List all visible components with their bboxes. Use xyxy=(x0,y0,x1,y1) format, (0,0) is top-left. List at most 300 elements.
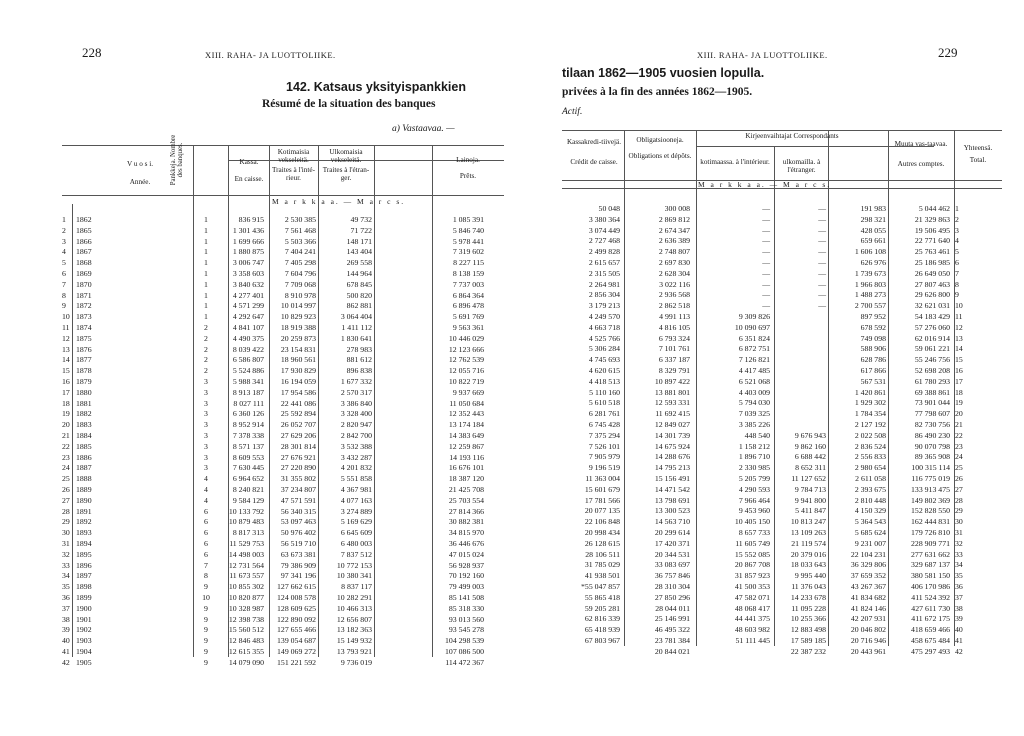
year-cell: 1886 xyxy=(76,452,92,462)
bonds-cell: 6 337 187 xyxy=(658,355,690,365)
corr-domestic-cell: 9 309 826 xyxy=(738,312,770,321)
row-number: 14 xyxy=(955,344,963,354)
row-number: 2 xyxy=(62,225,66,235)
total-cell: 21 329 863 xyxy=(914,214,950,224)
cash-credit-cell: 59 205 281 xyxy=(584,603,620,613)
banks-cell: 1 xyxy=(204,312,208,322)
table-row xyxy=(62,419,504,430)
banks-cell: 9 xyxy=(204,647,208,656)
other-accounts-cell: 2 836 524 xyxy=(854,441,886,451)
cash-credit-cell: 17 781 566 xyxy=(584,495,620,505)
foreign-bills-cell: 49 732 xyxy=(350,215,372,224)
table-row xyxy=(562,581,1012,592)
row-number: 10 xyxy=(62,312,70,322)
foreign-bills-cell: 10 466 313 xyxy=(336,603,372,613)
row-number: 27 xyxy=(955,484,963,494)
row-number: 37 xyxy=(62,603,70,613)
bonds-cell: 14 288 676 xyxy=(654,452,690,462)
loans-cell: 36 446 676 xyxy=(448,539,484,548)
corr-foreign-cell: 9 676 943 xyxy=(794,430,826,440)
corr-foreign-cell: 20 379 016 xyxy=(790,549,826,559)
bonds-cell: 28 044 011 xyxy=(655,603,690,613)
header-other-fr: Autres comptes. xyxy=(897,160,945,168)
year-cell: 1870 xyxy=(76,279,92,289)
other-accounts-cell: 428 055 xyxy=(860,225,886,235)
domestic-bills-cell: 79 386 909 xyxy=(280,560,316,570)
row-number: 20 xyxy=(955,409,963,419)
loans-cell: 21 425 708 xyxy=(448,485,484,494)
header-domestic-bills: Kotimaisia vekseleitä. xyxy=(277,148,310,164)
foreign-bills-cell: 71 722 xyxy=(350,225,372,235)
table-row xyxy=(562,225,1012,236)
foreign-bills-cell: 148 171 xyxy=(346,236,372,246)
other-accounts-cell: 1 966 803 xyxy=(854,279,886,289)
domestic-bills-cell: 127 655 466 xyxy=(277,625,316,635)
table-row xyxy=(562,430,1012,441)
other-accounts-cell: 617 866 xyxy=(860,366,886,375)
table-row xyxy=(62,376,504,387)
row-number: 39 xyxy=(955,614,963,624)
row-number: 21 xyxy=(955,420,963,429)
cash-cell: 10 133 792 xyxy=(228,506,264,516)
table-row xyxy=(62,484,504,495)
banks-cell: 2 xyxy=(204,323,208,332)
other-accounts-cell: 749 098 xyxy=(860,333,886,343)
foreign-bills-cell: 5 551 858 xyxy=(340,474,372,484)
domestic-bills-cell: 17 930 829 xyxy=(280,366,316,376)
domestic-bills-cell: 27 676 921 xyxy=(280,452,316,462)
bonds-cell: 300 008 xyxy=(664,204,690,213)
domestic-bills-cell: 2 530 385 xyxy=(284,215,316,224)
row-number: 26 xyxy=(62,485,70,494)
cash-cell: 14 079 090 xyxy=(228,657,264,667)
year-cell: 1894 xyxy=(76,539,92,548)
domestic-bills-cell: 127 662 615 xyxy=(277,582,316,592)
corr-domestic-cell: 3 385 226 xyxy=(738,420,770,429)
other-accounts-cell: 2 810 448 xyxy=(854,495,886,505)
bonds-cell: 12 593 331 xyxy=(654,398,690,408)
corr-foreign-cell: 9 862 160 xyxy=(794,441,826,451)
total-cell: 228 909 771 xyxy=(911,538,950,548)
corr-domestic-cell: 31 857 923 xyxy=(734,571,770,581)
bonds-cell: 11 692 415 xyxy=(655,409,690,419)
cash-credit-cell: 2 856 304 xyxy=(588,290,620,300)
row-number: 9 xyxy=(955,290,959,300)
cash-credit-cell: 5 610 518 xyxy=(588,398,620,408)
row-number: 28 xyxy=(955,495,963,505)
table-row xyxy=(562,300,1012,311)
table-row xyxy=(562,603,1012,614)
row-number: 6 xyxy=(955,258,959,267)
other-accounts-cell: 20 046 802 xyxy=(850,625,886,635)
header-loans: Lainoja. xyxy=(456,156,480,164)
table-row xyxy=(62,657,504,668)
total-cell: 27 807 463 xyxy=(914,279,950,289)
cash-credit-cell: 67 803 967 xyxy=(584,636,620,645)
table-row xyxy=(62,624,504,635)
loans-cell: 79 499 003 xyxy=(448,582,484,592)
cash-credit-cell: 4 525 766 xyxy=(588,333,620,343)
foreign-bills-cell: 2 570 317 xyxy=(340,387,372,397)
total-cell: 25 186 985 xyxy=(914,258,950,267)
cash-cell: 11 673 557 xyxy=(229,571,264,581)
other-accounts-cell: 1 739 673 xyxy=(854,268,886,278)
loans-cell: 9 937 669 xyxy=(452,387,484,397)
header-year-fr: Année. xyxy=(129,178,151,186)
cash-credit-cell: 5 110 160 xyxy=(589,387,620,397)
other-accounts-cell: 5 685 624 xyxy=(854,528,886,537)
cash-cell: 8 039 422 xyxy=(232,344,264,354)
table-row xyxy=(62,398,504,409)
row-number: 23 xyxy=(955,441,963,451)
corr-domestic-cell: 5 205 799 xyxy=(738,474,770,483)
total-cell: 89 365 908 xyxy=(914,452,950,462)
corr-foreign-cell: 10 813 247 xyxy=(790,517,826,527)
corr-domestic-cell: — xyxy=(762,204,770,213)
cash-credit-cell: 2 264 981 xyxy=(588,279,620,289)
corr-domestic-cell: — xyxy=(762,268,770,278)
header-bonds-fr: Obligations et dépôts. xyxy=(628,152,692,160)
banks-cell: 1 xyxy=(204,215,208,224)
year-cell: 1869 xyxy=(76,269,92,278)
bonds-cell: 10 897 422 xyxy=(654,376,690,386)
foreign-bills-cell: 8 837 117 xyxy=(341,582,372,592)
cash-credit-cell: 7 905 979 xyxy=(588,452,620,462)
bonds-cell: 13 881 801 xyxy=(654,387,690,397)
cash-credit-cell: 15 601 679 xyxy=(584,484,620,494)
header-foreign-bills: Ulkomaisia vekseleitä. xyxy=(329,148,363,164)
table-row xyxy=(562,505,1012,516)
loans-cell: 11 050 684 xyxy=(449,398,484,408)
corr-foreign-cell: 22 387 232 xyxy=(790,646,826,656)
header-domestic-bills-fr: Traites à l'inté-rieur. xyxy=(272,166,315,182)
year-cell: 1865 xyxy=(76,225,92,235)
foreign-bills-cell: 5 169 629 xyxy=(340,517,372,527)
table-row xyxy=(62,365,504,376)
table-row xyxy=(62,387,504,398)
other-accounts-cell: 36 329 806 xyxy=(850,560,886,570)
cash-credit-cell: 26 128 615 xyxy=(584,538,620,548)
total-cell: 54 183 429 xyxy=(914,312,950,321)
cash-cell: 11 529 753 xyxy=(229,539,264,548)
other-accounts-cell: 43 267 367 xyxy=(850,582,886,591)
row-number: 41 xyxy=(62,647,70,656)
table-row xyxy=(562,279,1012,290)
corr-foreign-cell: 9 941 800 xyxy=(794,495,826,505)
banks-cell: 6 xyxy=(204,506,208,516)
corr-foreign-cell: — xyxy=(818,301,826,311)
corr-domestic-cell: — xyxy=(762,247,770,257)
row-number: 17 xyxy=(955,376,963,386)
row-number: 41 xyxy=(955,636,963,645)
domestic-bills-cell: 18 960 561 xyxy=(280,355,316,365)
row-number: 32 xyxy=(62,549,70,559)
table-row xyxy=(562,451,1012,462)
table-row xyxy=(562,635,1012,646)
row-number: 42 xyxy=(955,646,963,656)
row-number: 3 xyxy=(955,225,959,235)
bonds-cell: 15 156 491 xyxy=(654,474,690,483)
table-row xyxy=(562,516,1012,527)
cash-cell: 12 731 564 xyxy=(228,560,264,570)
bonds-cell: 2 628 304 xyxy=(658,268,690,278)
row-number: 17 xyxy=(62,387,70,397)
header-total: Yhteensä. xyxy=(963,144,993,152)
domestic-bills-cell: 128 609 625 xyxy=(277,603,316,613)
header-top-rule xyxy=(562,130,1002,131)
other-accounts-cell: 678 592 xyxy=(860,322,886,332)
year-cell: 1878 xyxy=(76,366,92,376)
cash-credit-cell: 20 077 135 xyxy=(584,506,620,516)
bonds-cell: 14 795 213 xyxy=(654,463,690,473)
table-row xyxy=(562,365,1012,376)
loans-cell: 5 846 740 xyxy=(452,225,484,235)
total-cell: 19 506 495 xyxy=(914,225,950,235)
corr-domestic-cell: 41 500 353 xyxy=(734,582,770,591)
banks-cell: 1 xyxy=(204,301,208,311)
cash-credit-cell: 62 816 339 xyxy=(584,614,620,624)
corr-foreign-cell: — xyxy=(818,236,826,246)
year-cell: 1895 xyxy=(76,549,92,559)
header-other: Muuta vas-taavaa. xyxy=(894,140,948,148)
table-row xyxy=(62,311,504,322)
foreign-bills-cell: 1 411 112 xyxy=(341,323,372,332)
cash-cell: 1 301 436 xyxy=(232,225,264,235)
domestic-bills-cell: 5 503 366 xyxy=(284,236,316,246)
bonds-cell: 28 310 304 xyxy=(654,582,690,591)
other-accounts-cell: 2 127 192 xyxy=(854,420,886,429)
total-cell: 133 913 475 xyxy=(911,484,950,494)
banks-cell: 4 xyxy=(204,495,208,505)
row-number: 30 xyxy=(955,517,963,527)
loans-cell: 16 676 101 xyxy=(448,463,484,473)
table-row xyxy=(562,559,1012,570)
domestic-bills-cell: 47 571 591 xyxy=(280,495,316,505)
table-row xyxy=(562,235,1012,246)
loans-cell: 70 192 160 xyxy=(448,571,484,581)
cash-credit-cell: 5 306 284 xyxy=(588,344,620,354)
banks-cell: 4 xyxy=(204,474,208,484)
row-number: 10 xyxy=(955,301,963,311)
corr-foreign-cell: 11 376 043 xyxy=(791,582,826,591)
loans-cell: 85 318 330 xyxy=(448,603,484,613)
cash-credit-cell: 2 499 828 xyxy=(588,247,620,257)
row-number: 18 xyxy=(955,387,963,397)
table-row xyxy=(562,408,1012,419)
cash-cell: 836 915 xyxy=(238,215,264,224)
row-number: 34 xyxy=(62,571,70,581)
table-row xyxy=(62,635,504,646)
corr-domestic-cell: 51 111 445 xyxy=(735,636,770,645)
row-number: 4 xyxy=(62,247,66,257)
cash-cell: 4 277 401 xyxy=(232,290,264,300)
banks-cell: 6 xyxy=(204,539,208,548)
row-number: 30 xyxy=(62,528,70,538)
loans-cell: 85 141 508 xyxy=(448,593,484,602)
domestic-bills-cell: 10 014 997 xyxy=(280,301,316,311)
foreign-bills-cell: 6 480 003 xyxy=(340,539,372,548)
header-bonds: Obligatsiooneja. xyxy=(636,136,684,144)
row-number: 19 xyxy=(62,409,70,419)
year-cell: 1871 xyxy=(76,290,92,300)
year-cell: 1883 xyxy=(76,420,92,430)
row-number: 34 xyxy=(955,560,963,570)
foreign-bills-cell: 12 656 807 xyxy=(336,614,372,624)
domestic-bills-cell: 7 604 796 xyxy=(284,269,316,278)
header-cash-credits: Kassakredi-tiivejä. xyxy=(566,138,622,146)
loans-cell: 56 928 937 xyxy=(448,560,484,570)
domestic-bills-cell: 122 890 092 xyxy=(277,614,316,624)
banks-cell: 3 xyxy=(204,441,208,451)
banks-cell: 1 xyxy=(204,290,208,300)
loans-cell: 93 013 560 xyxy=(448,614,484,624)
row-number: 37 xyxy=(955,592,963,602)
year-cell: 1882 xyxy=(76,409,92,419)
cash-credit-cell: 31 785 029 xyxy=(584,560,620,570)
table-row xyxy=(562,354,1012,365)
other-accounts-cell: 2 611 058 xyxy=(855,474,886,483)
corr-domestic-cell: 10 405 150 xyxy=(734,517,770,527)
table-row xyxy=(562,214,1012,225)
total-cell: 116 775 019 xyxy=(911,474,950,483)
total-cell: 5 044 462 xyxy=(918,204,950,213)
corr-domestic-cell: 4 290 593 xyxy=(738,484,770,494)
unit-label: M a r k k a a. — M a r c s. xyxy=(698,180,832,189)
cash-credit-cell: 3 074 449 xyxy=(588,225,620,235)
loans-cell: 8 227 115 xyxy=(453,258,484,268)
corr-domestic-cell: — xyxy=(762,258,770,267)
bonds-cell: 2 697 830 xyxy=(658,258,690,267)
total-cell: 61 780 293 xyxy=(914,376,950,386)
total-cell: 380 581 150 xyxy=(911,571,950,581)
row-number: 8 xyxy=(955,279,959,289)
foreign-bills-cell: 10 282 291 xyxy=(336,593,372,602)
corr-domestic-cell: 6 351 824 xyxy=(738,333,770,343)
cash-cell: 4 571 299 xyxy=(232,301,264,311)
row-number: 7 xyxy=(955,268,959,278)
corr-domestic-cell: 4 403 009 xyxy=(738,387,770,397)
foreign-bills-cell: 4 367 981 xyxy=(340,485,372,494)
other-accounts-cell: 37 659 352 xyxy=(850,571,886,581)
domestic-bills-cell: 27 220 890 xyxy=(280,463,316,473)
other-accounts-cell: 2 700 557 xyxy=(854,301,886,311)
row-number: 36 xyxy=(955,582,963,591)
total-cell: 277 631 662 xyxy=(911,549,950,559)
table-subtitle: Résumé de la situation des banques xyxy=(262,98,436,110)
year-cell: 1902 xyxy=(76,625,92,635)
year-cell: 1867 xyxy=(76,247,92,257)
bonds-cell: 13 300 523 xyxy=(654,506,690,516)
table-row xyxy=(562,624,1012,635)
corr-domestic-cell: 48 068 417 xyxy=(734,603,770,613)
foreign-bills-cell: 862 881 xyxy=(346,301,372,311)
cash-cell: 12 615 355 xyxy=(228,647,264,656)
corr-foreign-cell: — xyxy=(818,258,826,267)
table-row xyxy=(562,343,1012,354)
loans-cell: 5 691 769 xyxy=(452,312,484,322)
page-number: 229 xyxy=(938,45,958,60)
foreign-bills-cell: 1 830 641 xyxy=(340,333,372,343)
row-number: 32 xyxy=(955,538,963,548)
year-cell: 1897 xyxy=(76,571,92,581)
bonds-cell: 20 344 531 xyxy=(654,549,690,559)
domestic-bills-cell: 56 340 315 xyxy=(280,506,316,516)
cash-cell: 10 820 877 xyxy=(228,593,264,602)
table-row xyxy=(562,592,1012,603)
loans-cell: 12 055 716 xyxy=(448,366,484,376)
running-head: XIII. RAHA- JA LUOTTOLIIKE. xyxy=(205,50,336,60)
bonds-cell: 20 299 614 xyxy=(654,528,690,537)
loans-cell: 34 815 970 xyxy=(448,528,484,538)
corr-foreign-cell: 14 233 678 xyxy=(790,592,826,602)
year-cell: 1888 xyxy=(76,474,92,484)
table-row xyxy=(562,646,1012,657)
bonds-cell: 33 083 697 xyxy=(654,560,690,570)
other-accounts-cell: 4 150 329 xyxy=(854,506,886,516)
row-number: 38 xyxy=(62,614,70,624)
loans-cell: 12 762 539 xyxy=(448,355,484,365)
total-cell: 55 246 756 xyxy=(914,355,950,365)
table-row xyxy=(62,581,504,592)
other-accounts-cell: 20 443 961 xyxy=(850,646,886,656)
other-accounts-cell: 20 716 946 xyxy=(850,636,886,645)
other-accounts-cell: 1 929 302 xyxy=(854,398,886,408)
row-number: 35 xyxy=(62,582,70,592)
cash-credit-cell: 4 249 570 xyxy=(588,312,620,321)
loans-cell: 14 193 116 xyxy=(449,452,484,462)
banks-cell: 9 xyxy=(204,582,208,592)
table-row xyxy=(62,236,504,247)
row-number: 11 xyxy=(955,312,963,321)
table-row xyxy=(62,516,504,527)
domestic-bills-cell: 10 829 923 xyxy=(280,312,316,322)
row-number: 23 xyxy=(62,452,70,462)
bonds-cell: 7 101 761 xyxy=(658,344,690,354)
row-number: 7 xyxy=(62,279,66,289)
banks-cell: 1 xyxy=(204,279,208,289)
banks-cell: 9 xyxy=(204,657,208,667)
cash-credit-cell: 41 938 501 xyxy=(584,571,620,581)
table-row xyxy=(562,495,1012,506)
row-number: 22 xyxy=(62,441,70,451)
year-cell: 1873 xyxy=(76,312,92,322)
other-accounts-cell: 2 556 833 xyxy=(854,452,886,462)
table-row xyxy=(562,268,1012,279)
other-accounts-cell: 41 834 682 xyxy=(850,592,886,602)
bonds-cell: 2 869 812 xyxy=(658,214,690,224)
right-page xyxy=(512,0,1024,736)
table-row xyxy=(562,613,1012,624)
foreign-bills-cell: 3 274 889 xyxy=(340,506,372,516)
foreign-bills-cell: 678 845 xyxy=(346,279,372,289)
year-cell: 1879 xyxy=(76,377,92,386)
other-accounts-cell: 897 952 xyxy=(860,312,886,321)
loans-cell: 30 882 381 xyxy=(448,517,484,527)
row-number: 25 xyxy=(955,463,963,473)
year-cell: 1881 xyxy=(76,398,92,408)
header-top-rule xyxy=(62,145,504,146)
year-cell: 1889 xyxy=(76,485,92,494)
total-cell: 26 649 050 xyxy=(914,268,950,278)
loans-cell: 7 737 003 xyxy=(452,279,484,289)
table-row xyxy=(562,289,1012,300)
total-cell: 62 016 914 xyxy=(914,333,950,343)
row-number: 36 xyxy=(62,593,70,602)
domestic-bills-cell: 25 592 894 xyxy=(280,409,316,419)
loans-cell: 114 472 367 xyxy=(445,657,484,667)
domestic-bills-cell: 56 519 710 xyxy=(280,539,316,548)
table-row xyxy=(62,462,504,473)
